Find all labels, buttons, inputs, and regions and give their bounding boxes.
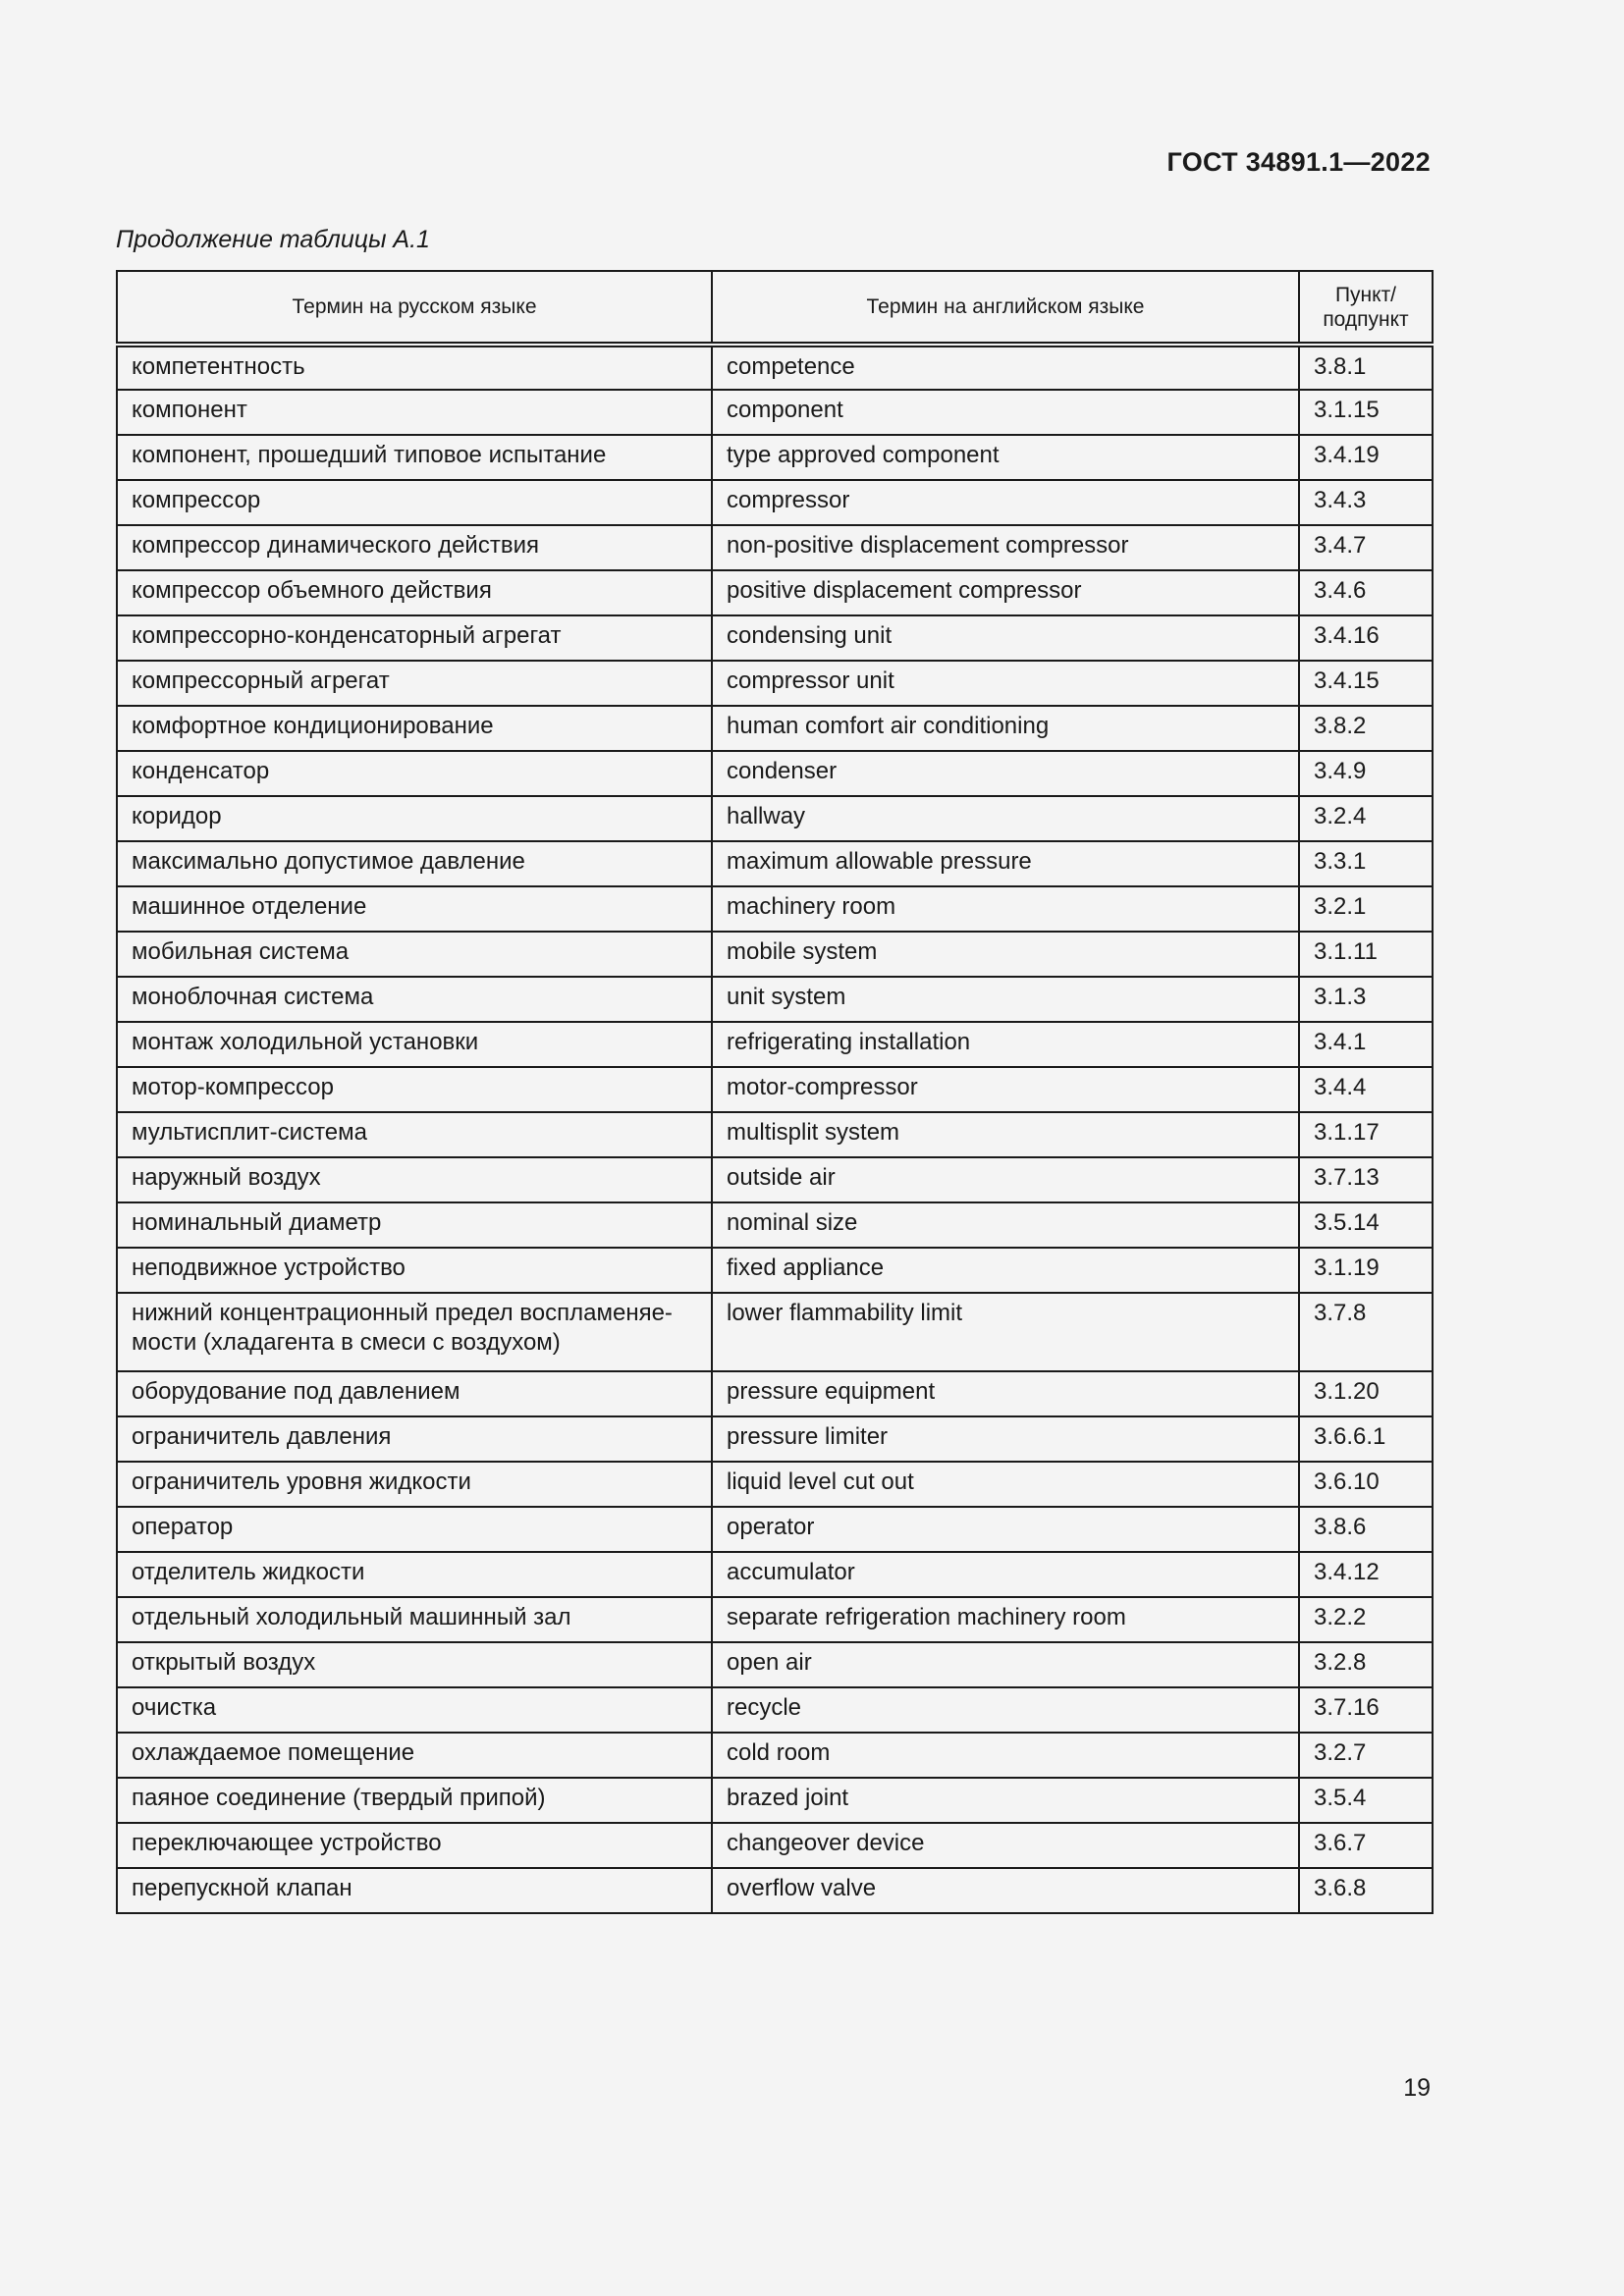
header-clause: Пункт/ подпункт bbox=[1299, 271, 1433, 345]
clause-cell: 3.2.1 bbox=[1299, 886, 1433, 932]
table-row bbox=[117, 1248, 1433, 1293]
clause-cell: 3.6.6.1 bbox=[1299, 1416, 1433, 1462]
english-term-cell: pressure equipment bbox=[712, 1371, 1299, 1416]
english-term-cell: type approved component bbox=[712, 435, 1299, 480]
russian-term-cell: компрессорный агрегат bbox=[117, 661, 712, 706]
english-term-cell: lower flammability limit bbox=[712, 1293, 1299, 1371]
english-term-cell: brazed joint bbox=[712, 1778, 1299, 1823]
clause-cell: 3.8.1 bbox=[1299, 345, 1433, 390]
table-row bbox=[117, 1642, 1433, 1687]
russian-term-cell: компрессор динамического действия bbox=[117, 525, 712, 570]
table-row bbox=[117, 1293, 1433, 1371]
english-term-cell: cold room bbox=[712, 1733, 1299, 1778]
table-row bbox=[117, 1112, 1433, 1157]
english-term-cell: competence bbox=[712, 345, 1299, 390]
english-term-cell: positive displacement compressor bbox=[712, 570, 1299, 615]
table-header-row bbox=[117, 271, 1433, 345]
table-row bbox=[117, 841, 1433, 886]
russian-term-cell: переключающее устройство bbox=[117, 1823, 712, 1868]
english-term-cell: condenser bbox=[712, 751, 1299, 796]
table-row bbox=[117, 525, 1433, 570]
russian-term-cell: ограничитель давления bbox=[117, 1416, 712, 1462]
english-term-cell: separate refrigeration machinery room bbox=[712, 1597, 1299, 1642]
english-term-cell: unit system bbox=[712, 977, 1299, 1022]
english-term-cell: fixed appliance bbox=[712, 1248, 1299, 1293]
clause-cell: 3.6.7 bbox=[1299, 1823, 1433, 1868]
table-row bbox=[117, 480, 1433, 525]
table-row bbox=[117, 796, 1433, 841]
table-row bbox=[117, 435, 1433, 480]
russian-term-cell: перепускной клапан bbox=[117, 1868, 712, 1913]
russian-term-cell: мотор-компрессор bbox=[117, 1067, 712, 1112]
table-row bbox=[117, 1507, 1433, 1552]
table-row bbox=[117, 751, 1433, 796]
english-term-cell: maximum allowable pressure bbox=[712, 841, 1299, 886]
clause-cell: 3.1.15 bbox=[1299, 390, 1433, 435]
table-row bbox=[117, 390, 1433, 435]
english-term-cell: liquid level cut out bbox=[712, 1462, 1299, 1507]
russian-term-cell: компонент bbox=[117, 390, 712, 435]
clause-cell: 3.2.8 bbox=[1299, 1642, 1433, 1687]
table-row bbox=[117, 1597, 1433, 1642]
clause-cell: 3.4.3 bbox=[1299, 480, 1433, 525]
russian-term-cell: максимально допустимое давление bbox=[117, 841, 712, 886]
russian-term-cell: монтаж холодильной установки bbox=[117, 1022, 712, 1067]
table-caption: Продолжение таблицы А.1 bbox=[116, 226, 430, 253]
table-row bbox=[117, 345, 1433, 390]
table-row bbox=[117, 661, 1433, 706]
clause-cell: 3.6.8 bbox=[1299, 1868, 1433, 1913]
table-row bbox=[117, 886, 1433, 932]
clause-cell: 3.7.16 bbox=[1299, 1687, 1433, 1733]
english-term-cell: condensing unit bbox=[712, 615, 1299, 661]
header-english-term: Термин на английском языке bbox=[712, 271, 1299, 345]
russian-term-cell: отделитель жидкости bbox=[117, 1552, 712, 1597]
clause-cell: 3.4.16 bbox=[1299, 615, 1433, 661]
russian-term-cell: оператор bbox=[117, 1507, 712, 1552]
russian-term-cell: оборудование под давлением bbox=[117, 1371, 712, 1416]
clause-cell: 3.7.8 bbox=[1299, 1293, 1433, 1371]
russian-term-cell: нижний концентрационный предел воспламеняе- мости (хладагента в смеси с воздухом) bbox=[117, 1293, 712, 1371]
russian-term-cell: моноблочная система bbox=[117, 977, 712, 1022]
russian-term-cell: машинное отделение bbox=[117, 886, 712, 932]
russian-term-cell: компетентность bbox=[117, 345, 712, 390]
english-term-cell: changeover device bbox=[712, 1823, 1299, 1868]
english-term-cell: outside air bbox=[712, 1157, 1299, 1202]
english-term-cell: human comfort air conditioning bbox=[712, 706, 1299, 751]
table-row bbox=[117, 1778, 1433, 1823]
clause-cell: 3.6.10 bbox=[1299, 1462, 1433, 1507]
english-term-cell: recycle bbox=[712, 1687, 1299, 1733]
clause-cell: 3.4.15 bbox=[1299, 661, 1433, 706]
clause-cell: 3.1.17 bbox=[1299, 1112, 1433, 1157]
russian-term-cell: номинальный диаметр bbox=[117, 1202, 712, 1248]
table-body bbox=[117, 345, 1433, 1913]
english-term-cell: compressor unit bbox=[712, 661, 1299, 706]
russian-term-cell: отдельный холодильный машинный зал bbox=[117, 1597, 712, 1642]
english-term-cell: open air bbox=[712, 1642, 1299, 1687]
table-row bbox=[117, 1687, 1433, 1733]
clause-cell: 3.4.1 bbox=[1299, 1022, 1433, 1067]
table-row bbox=[117, 1416, 1433, 1462]
english-term-cell: nominal size bbox=[712, 1202, 1299, 1248]
english-term-cell: accumulator bbox=[712, 1552, 1299, 1597]
english-term-cell: hallway bbox=[712, 796, 1299, 841]
russian-term-cell: наружный воздух bbox=[117, 1157, 712, 1202]
table-row bbox=[117, 1462, 1433, 1507]
table-row bbox=[117, 1157, 1433, 1202]
clause-cell: 3.4.19 bbox=[1299, 435, 1433, 480]
clause-cell: 3.5.4 bbox=[1299, 1778, 1433, 1823]
table-row bbox=[117, 615, 1433, 661]
english-term-cell: pressure limiter bbox=[712, 1416, 1299, 1462]
english-term-cell: motor-compressor bbox=[712, 1067, 1299, 1112]
clause-cell: 3.4.12 bbox=[1299, 1552, 1433, 1597]
table-row bbox=[117, 977, 1433, 1022]
english-term-cell: non-positive displacement compressor bbox=[712, 525, 1299, 570]
clause-cell: 3.8.6 bbox=[1299, 1507, 1433, 1552]
russian-term-cell: компрессор объемного действия bbox=[117, 570, 712, 615]
table-row bbox=[117, 1022, 1433, 1067]
table-row bbox=[117, 1552, 1433, 1597]
russian-term-cell: охлаждаемое помещение bbox=[117, 1733, 712, 1778]
english-term-cell: operator bbox=[712, 1507, 1299, 1552]
russian-term-cell: конденсатор bbox=[117, 751, 712, 796]
document-code: ГОСТ 34891.1—2022 bbox=[1166, 147, 1431, 177]
clause-cell: 3.1.3 bbox=[1299, 977, 1433, 1022]
clause-cell: 3.4.6 bbox=[1299, 570, 1433, 615]
clause-cell: 3.1.20 bbox=[1299, 1371, 1433, 1416]
english-term-cell: component bbox=[712, 390, 1299, 435]
english-term-cell: compressor bbox=[712, 480, 1299, 525]
clause-cell: 3.2.2 bbox=[1299, 1597, 1433, 1642]
russian-term-cell: мультисплит-система bbox=[117, 1112, 712, 1157]
clause-cell: 3.1.19 bbox=[1299, 1248, 1433, 1293]
russian-term-cell: комфортное кондиционирование bbox=[117, 706, 712, 751]
english-term-cell: multisplit system bbox=[712, 1112, 1299, 1157]
clause-cell: 3.2.7 bbox=[1299, 1733, 1433, 1778]
table-row bbox=[117, 1868, 1433, 1913]
clause-cell: 3.5.14 bbox=[1299, 1202, 1433, 1248]
english-term-cell: overflow valve bbox=[712, 1868, 1299, 1913]
table-row bbox=[117, 706, 1433, 751]
russian-term-cell: паяное соединение (твердый припой) bbox=[117, 1778, 712, 1823]
table-row bbox=[117, 1202, 1433, 1248]
russian-term-cell: коридор bbox=[117, 796, 712, 841]
table-row bbox=[117, 932, 1433, 977]
russian-term-cell: компонент, прошедший типовое испытание bbox=[117, 435, 712, 480]
english-term-cell: machinery room bbox=[712, 886, 1299, 932]
clause-cell: 3.1.11 bbox=[1299, 932, 1433, 977]
page-number: 19 bbox=[1403, 2074, 1431, 2102]
russian-term-cell: открытый воздух bbox=[117, 1642, 712, 1687]
russian-term-cell: компрессор bbox=[117, 480, 712, 525]
terms-table bbox=[116, 270, 1434, 1914]
header-russian-term: Термин на русском языке bbox=[117, 271, 712, 345]
russian-term-cell: ограничитель уровня жидкости bbox=[117, 1462, 712, 1507]
clause-cell: 3.3.1 bbox=[1299, 841, 1433, 886]
russian-term-cell: мобильная система bbox=[117, 932, 712, 977]
table-row bbox=[117, 1067, 1433, 1112]
clause-cell: 3.7.13 bbox=[1299, 1157, 1433, 1202]
russian-term-cell: очистка bbox=[117, 1687, 712, 1733]
clause-cell: 3.8.2 bbox=[1299, 706, 1433, 751]
clause-cell: 3.4.4 bbox=[1299, 1067, 1433, 1112]
english-term-cell: refrigerating installation bbox=[712, 1022, 1299, 1067]
table-row bbox=[117, 1371, 1433, 1416]
table-row bbox=[117, 1733, 1433, 1778]
table-row bbox=[117, 1823, 1433, 1868]
clause-cell: 3.4.9 bbox=[1299, 751, 1433, 796]
english-term-cell: mobile system bbox=[712, 932, 1299, 977]
clause-cell: 3.4.7 bbox=[1299, 525, 1433, 570]
clause-cell: 3.2.4 bbox=[1299, 796, 1433, 841]
russian-term-cell: компрессорно-конденсаторный агрегат bbox=[117, 615, 712, 661]
russian-term-cell: неподвижное устройство bbox=[117, 1248, 712, 1293]
table-row bbox=[117, 570, 1433, 615]
